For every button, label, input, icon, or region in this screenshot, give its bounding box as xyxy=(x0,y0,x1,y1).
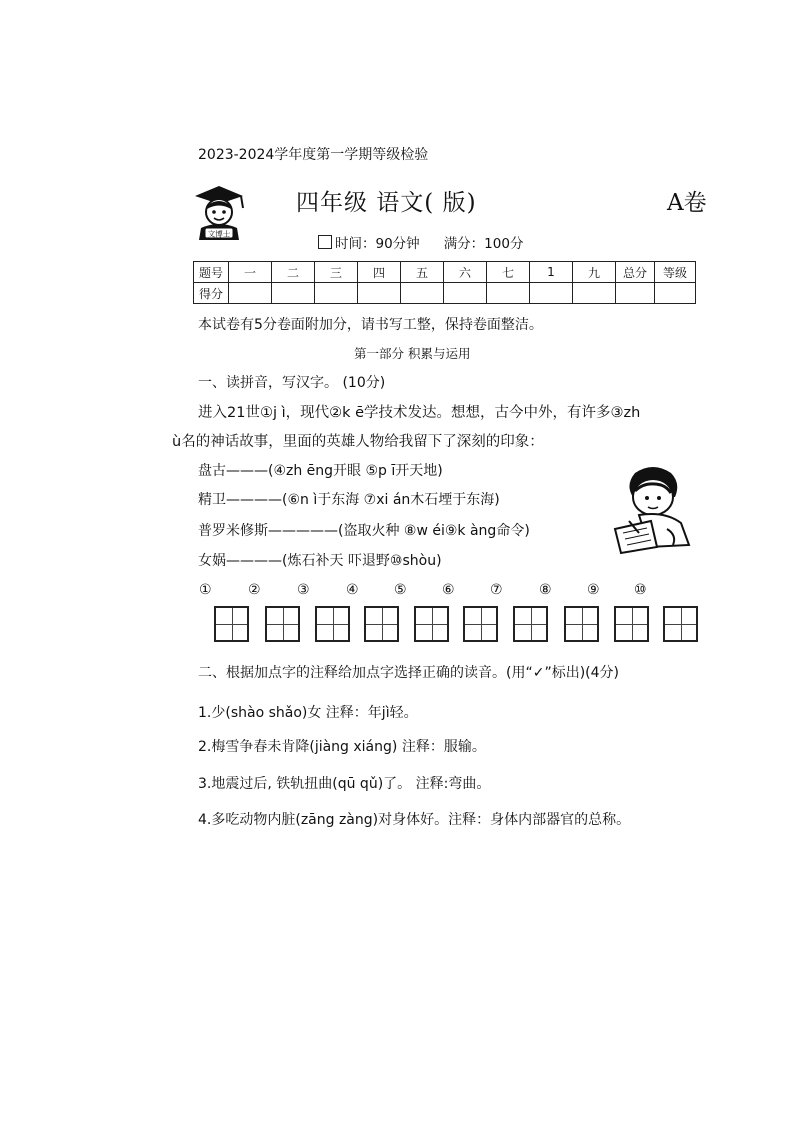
myth-line-nuwa: 女娲————(炼石补天 吓退野⑩shòu) xyxy=(198,553,442,569)
column-header: 等级 xyxy=(655,262,696,283)
score-table xyxy=(193,261,696,304)
score-cell[interactable] xyxy=(401,283,444,304)
score-cell[interactable] xyxy=(487,283,530,304)
writing-grid-box[interactable] xyxy=(364,606,399,642)
reading-child-illustration-icon xyxy=(605,463,700,558)
column-header: 总分 xyxy=(616,262,655,283)
page-title: 四年级 语文( 版) xyxy=(296,190,477,216)
column-header: 七 xyxy=(487,262,530,283)
exam-info xyxy=(318,232,523,252)
table-row xyxy=(194,283,696,304)
question2-title: 二、根据加点字的注释给加点字选择正确的读音。(用“✓”标出)(4分) xyxy=(198,665,619,681)
writing-grid-box[interactable] xyxy=(214,606,249,642)
question2-item: 4.多吃动物内脏(zāng zàng)对身体好。注释：身体内部器官的总称。 xyxy=(198,812,631,828)
score-cell[interactable] xyxy=(229,283,272,304)
answer-number: ⑩ xyxy=(634,582,647,598)
svg-text:文博士: 文博士 xyxy=(207,229,231,239)
score-cell[interactable] xyxy=(573,283,616,304)
writing-grid-box[interactable] xyxy=(564,606,599,642)
score-cell[interactable] xyxy=(358,283,401,304)
question1-title: 一、读拼音，写汉字。 (10分) xyxy=(198,375,386,391)
question2-item: 1.少(shào shǎo)女 注释：年jì轻。 xyxy=(198,705,418,721)
answer-number: ③ xyxy=(297,582,310,598)
writing-grid-box[interactable] xyxy=(463,606,498,642)
question1-paragraph-line2: ù名的神话故事，里面的英雄人物给我留下了深刻的印象： xyxy=(172,434,544,450)
writing-grid-box[interactable] xyxy=(265,606,300,642)
clock-box-icon xyxy=(318,235,332,249)
question1-paragraph-line1: 进入21世①j ì，现代②k ē学技术发达。想想，古今中外，有许多③zh xyxy=(198,405,641,421)
row-label: 题号 xyxy=(194,262,229,283)
column-header: 三 xyxy=(315,262,358,283)
column-header: 九 xyxy=(573,262,616,283)
answer-number: ⑥ xyxy=(442,582,455,598)
year-line: 2023-2024学年度第一学期等级检验 xyxy=(198,147,429,163)
writing-grid-box[interactable] xyxy=(513,606,548,642)
column-header: 二 xyxy=(272,262,315,283)
neatness-note: 本试卷有5分卷面附加分，请书写工整，保持卷面整洁。 xyxy=(198,317,543,333)
column-header: 1 xyxy=(530,262,573,283)
myth-line-pangu: 盘古———(④zh ēng开眼 ⑤p ī开天地) xyxy=(198,463,443,479)
score-cell[interactable] xyxy=(616,283,655,304)
question2-item: 3.地震过后, 铁轨扭曲(qū qǔ)了。 注释:弯曲。 xyxy=(198,776,491,792)
row-label: 得分 xyxy=(194,283,229,304)
full-score: 满分：100分 xyxy=(443,236,524,252)
score-cell[interactable] xyxy=(272,283,315,304)
part1-title: 第一部分 积累与运用 xyxy=(354,346,471,361)
answer-number: ⑧ xyxy=(539,582,552,598)
answer-number: ⑦ xyxy=(490,582,503,598)
question2-item: 2.梅雪争春未肯降(jiàng xiáng) 注释：服输。 xyxy=(198,739,486,755)
column-header: 六 xyxy=(444,262,487,283)
column-header: 一 xyxy=(229,262,272,283)
answer-number: ⑤ xyxy=(394,582,407,598)
column-header: 四 xyxy=(358,262,401,283)
score-cell[interactable] xyxy=(655,283,696,304)
paper-type-label: A卷 xyxy=(667,190,707,216)
table-row xyxy=(194,262,696,283)
myth-line-prometheus: 普罗米修斯—————(盗取火种 ⑧w éi⑨k àng命令) xyxy=(198,523,530,539)
score-cell[interactable] xyxy=(530,283,573,304)
column-header: 五 xyxy=(401,262,444,283)
scholar-logo-icon xyxy=(183,182,255,244)
myth-line-jingwei: 精卫————(⑥n ì于东海 ⑦xi án木石堙于东海) xyxy=(198,492,500,508)
answer-number: ② xyxy=(248,582,261,598)
answer-number: ⑨ xyxy=(587,582,600,598)
writing-grid-box[interactable] xyxy=(414,606,449,642)
answer-number: ① xyxy=(199,582,212,598)
score-cell[interactable] xyxy=(444,283,487,304)
exam-time: 时间：90分钟 xyxy=(335,236,420,252)
writing-grid-box[interactable] xyxy=(315,606,350,642)
score-cell[interactable] xyxy=(315,283,358,304)
writing-grid-box[interactable] xyxy=(663,606,698,642)
answer-number: ④ xyxy=(346,582,359,598)
writing-grid-box[interactable] xyxy=(614,606,649,642)
